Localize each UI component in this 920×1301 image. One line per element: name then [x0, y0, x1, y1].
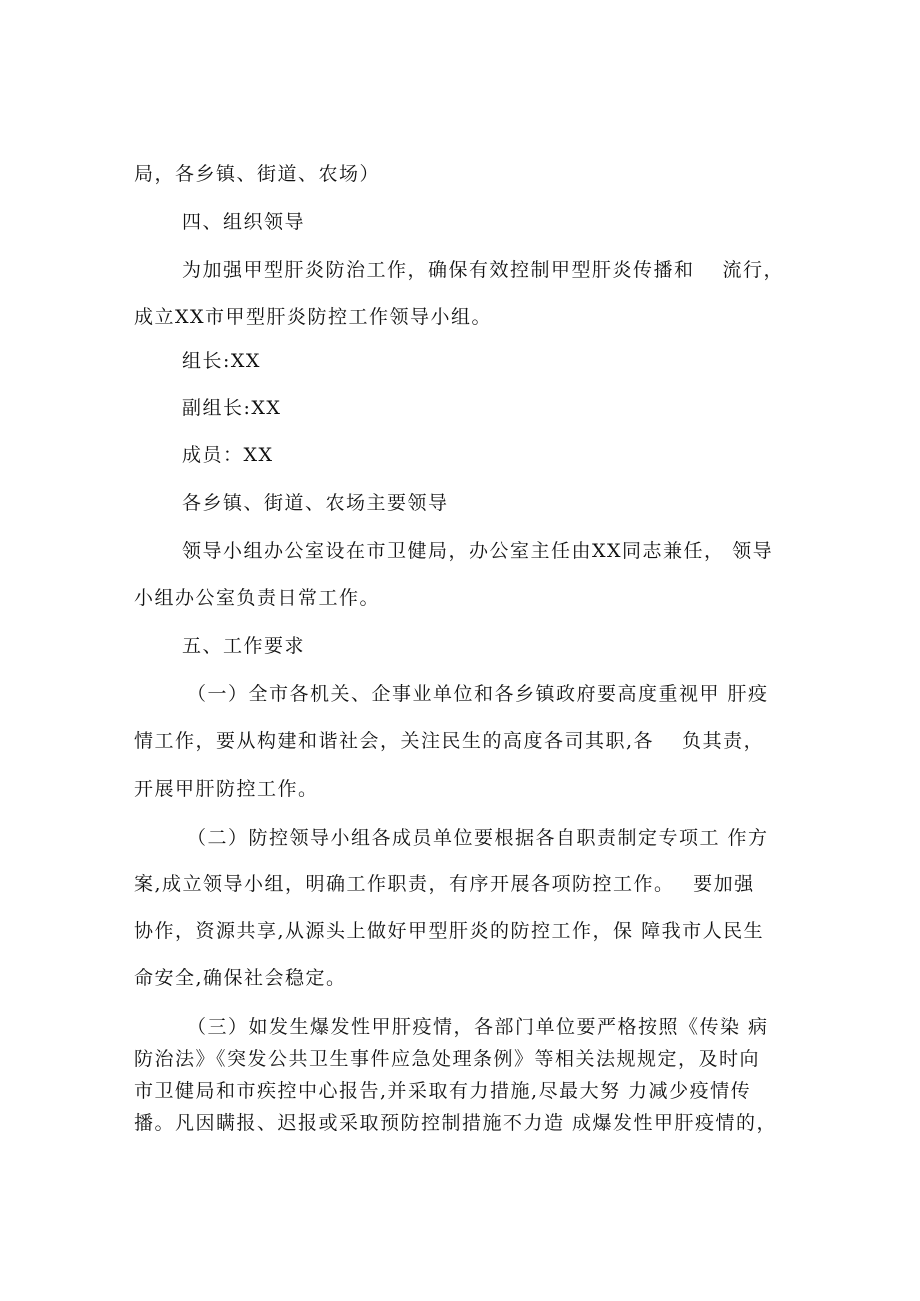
text-line: 组长:XX	[182, 350, 261, 372]
text-line: 开展甲肝防控工作。	[134, 778, 319, 800]
text-line: 案,成立领导小组，明确工作职责，有序开展各项防控工作。 要加强	[134, 873, 755, 895]
text-line: 各乡镇、街道、农场主要领导	[182, 492, 449, 514]
text-line: 成立XX市甲型肝炎防控工作领导小组。	[134, 306, 493, 328]
text-line: （一）全市各机关、企事业单位和各乡镇政府要高度重视甲 肝疫	[187, 683, 769, 705]
section-heading: 五、工作要求	[182, 635, 306, 657]
text-line: 局，各乡镇、街道、农场）	[134, 163, 381, 185]
text-line: 情工作，要从构建和谐社会，关注民生的高度各司其职,各 负其责，	[134, 730, 765, 752]
text-line: 播。凡因瞒报、迟报或采取预防控制措施不力造 成爆发性甲肝疫情的，	[134, 1112, 778, 1134]
text-line: 防治法》《突发公共卫生事件应急处理条例》等相关法规规定，及时向	[134, 1048, 761, 1070]
section-heading: 四、组织领导	[182, 211, 306, 233]
text-line: 命安全,确保社会稳定。	[134, 967, 347, 989]
text-line: 协作，资源共享,从源头上做好甲型肝炎的防控工作，保 障我市人民生	[134, 920, 765, 942]
text-line: 小组办公室负责日常工作。	[134, 587, 381, 609]
text-line: 副组长:XX	[182, 397, 282, 419]
text-line: 为加强甲型肝炎防治工作，确保有效控制甲型肝炎传播和 流行，	[182, 259, 785, 281]
text-line: 成员：XX	[182, 444, 274, 466]
text-line: （二）防控领导小组各成员单位要根据各自职责制定专项工 作方	[187, 827, 769, 849]
text-line: 领导小组办公室设在市卫健局，办公室主任由XX同志兼任， 领导	[182, 540, 774, 562]
text-line: （三）如发生爆发性甲肝疫情，各部门单位要严格按照《传染 病	[187, 1016, 769, 1038]
text-line: 市卫健局和市疾控中心报告,并采取有力措施,尽最大努 力减少疫情传	[134, 1080, 752, 1102]
